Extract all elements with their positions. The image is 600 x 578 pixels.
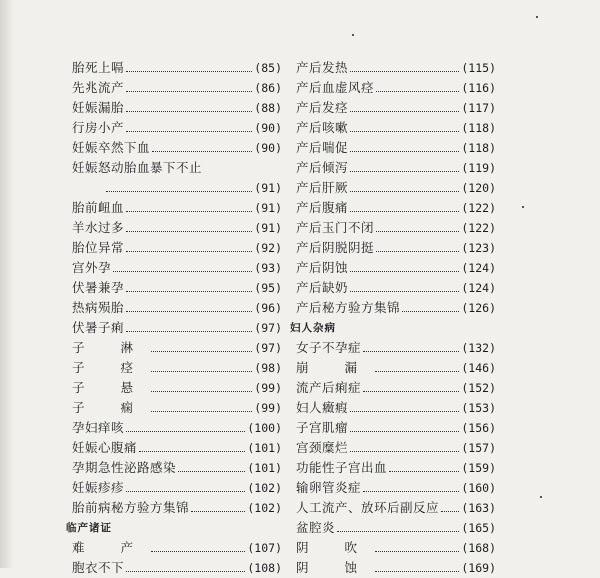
toc-dot-leader [126,111,252,112]
toc-entry [296,358,496,378]
toc-dot-leader [375,371,459,372]
toc-dot-leader [441,511,459,512]
toc-dot-leader [126,331,252,332]
toc-entry [296,538,496,558]
toc-entry-page: (132) [461,341,496,355]
toc-dot-leader [363,491,459,492]
toc-entry [296,418,496,438]
toc-dot-leader [376,91,459,92]
toc-entry [72,398,282,418]
toc-entry-title: 流产后痢症 [296,380,362,395]
toc-dot-leader [376,231,459,232]
toc-entry-title: 产后秘方验方集锦 [296,300,401,315]
toc-entry-title: 妊娠心腹痛 [72,440,138,455]
toc-dot-leader [126,231,252,232]
toc-entry-page: (159) [461,461,496,475]
toc-entry-page: (119) [461,161,496,175]
section-heading-misc-gynecology: 妇人杂病 [290,322,336,334]
toc-entry [296,398,496,418]
toc-entry [296,378,496,398]
toc-entry-title: 胎前病秘方验方集锦 [72,500,190,515]
toc-entry-title: 伏暑兼孕 [72,280,125,295]
toc-entry-title: 热病殒胎 [72,300,125,315]
toc-dot-leader [151,371,252,372]
toc-entry-title: 难 产 [72,540,149,555]
toc-entry-title: 孕妇痒咳 [72,420,125,435]
toc-dot-leader [126,571,245,572]
toc-entry-title: 产后血虚风痉 [296,80,375,95]
toc-entry-page: (91) [254,181,282,195]
toc-dot-leader [350,151,459,152]
toc-dot-leader [402,311,459,312]
toc-entry-page: (91) [254,201,282,215]
toc-entry-page: (92) [254,241,282,255]
toc-entry-title: 妊娠怒动胎血暴下不止 [72,160,203,175]
toc-dot-leader [376,251,459,252]
toc-entry-title: 产后咳嗽 [296,120,349,135]
toc-entry-page: (96) [254,301,282,315]
toc-entry [296,178,496,198]
toc-entry [296,158,496,178]
toc-entry-title: 妇人癥瘕 [296,400,349,415]
toc-dot-leader [152,151,252,152]
section-heading-labor: 临产诸证 [66,522,112,534]
toc-dot-leader [337,531,459,532]
toc-entry-page: (85) [254,61,282,75]
toc-entry-page: (168) [461,541,496,555]
toc-entry-title: 产后肝厥 [296,180,349,195]
toc-entry-page: (157) [461,441,496,455]
toc-dot-leader [350,451,459,452]
toc-right-column [290,58,496,578]
toc-entry [296,298,496,318]
toc-entry-page: (124) [461,261,496,275]
toc-entry-page: (95) [254,281,282,295]
toc-entry [296,458,496,478]
toc-entry [72,358,282,378]
toc-entry [296,518,496,538]
toc-entry-title: 子宫肌瘤 [296,420,349,435]
toc-entry [72,258,282,278]
toc-dot-leader [350,411,459,412]
toc-entry [296,78,496,98]
toc-entry-page: (107) [247,541,282,555]
toc-entry-page: (102) [247,481,282,495]
toc-entry-page: (122) [461,221,496,235]
toc-entry-page: (97) [254,341,282,355]
toc-entry-title: 妊娠疹疹 [72,480,125,495]
toc-entry [296,438,496,458]
toc-entry [296,58,496,78]
toc-entry-page: (146) [461,361,496,375]
toc-entry [72,298,282,318]
toc-entry [72,138,282,158]
toc-entry [72,238,282,258]
toc-entry-page: (99) [254,401,282,415]
toc-entry-page: (99) [254,381,282,395]
toc-entry-page: (116) [461,81,496,95]
toc-entry [72,58,282,78]
toc-entry-page: (122) [461,201,496,215]
scan-speck [352,34,354,36]
toc-entry-title: 子 悬 [72,380,149,395]
toc-dot-leader [126,131,252,132]
toc-entry-title: 产后发热 [296,60,349,75]
toc-entry-title: 妊娠卒然下血 [72,140,151,155]
toc-dot-leader [151,551,245,552]
toc-dot-leader [113,271,252,272]
toc-entry-title: 阴 蚀 [296,560,373,575]
toc-dot-leader [126,91,252,92]
toc-dot-leader [350,211,459,212]
left-entry-list-after-section [72,538,282,578]
toc-entry [72,378,282,398]
toc-entry [72,318,282,338]
scan-speck [536,16,538,18]
toc-entry-page: (88) [254,101,282,115]
toc-left-column [66,58,282,578]
toc-dot-leader [350,291,459,292]
toc-entry-page: (156) [461,421,496,435]
toc-entry-page: (124) [461,281,496,295]
toc-entry [296,558,496,578]
toc-entry-title: 妊娠漏胎 [72,100,125,115]
toc-dot-leader [350,71,459,72]
toc-entry [296,98,496,118]
toc-entry-title: 输卵管炎症 [296,480,362,495]
toc-entry-title: 子 痉 [72,360,149,375]
toc-dot-leader [350,131,459,132]
toc-entry [72,198,282,218]
scan-speck [522,206,524,208]
toc-entry-title: 功能性子宫出血 [296,460,388,475]
toc-entry-page: (160) [461,481,496,495]
toc-entry [72,278,282,298]
toc-entry-title: 崩 漏 [296,360,373,375]
toc-entry-title: 胎死上嗝 [72,60,125,75]
toc-dot-leader [126,211,252,212]
left-entry-list [72,58,282,518]
toc-entry [72,498,282,518]
toc-dot-leader [375,571,459,572]
toc-entry [296,218,496,238]
toc-entry-title: 孕期急性泌路感染 [72,460,177,475]
toc-entry-title: 产后腹痛 [296,200,349,215]
toc-entry-page: (86) [254,81,282,95]
toc-entry-page: (120) [461,181,496,195]
toc-dot-leader [126,71,252,72]
toc-entry [72,178,282,198]
toc-dot-leader [106,191,252,192]
toc-entry [296,138,496,158]
toc-entry-title: 胞衣不下 [72,560,125,575]
toc-dot-leader [363,391,459,392]
toc-dot-leader [350,271,459,272]
toc-entry [72,158,282,178]
toc-entry-page: (169) [461,561,496,575]
toc-dot-leader [126,291,252,292]
toc-entry-page: (91) [254,221,282,235]
toc-entry [296,198,496,218]
toc-entry-title: 羊水过多 [72,220,125,235]
toc-dot-leader [389,471,459,472]
toc-entry [72,438,282,458]
toc-entry-title: 产后玉门不闭 [296,220,375,235]
toc-entry [296,258,496,278]
toc-entry-title: 产后喘促 [296,140,349,155]
toc-dot-leader [363,351,459,352]
toc-entry-title: 宫颈糜烂 [296,440,349,455]
toc-dot-leader [151,351,252,352]
toc-entry-title: 子 淋 [72,340,149,355]
toc-entry-title: 盆腔炎 [296,520,336,535]
toc-entry-title: 产后发痉 [296,100,349,115]
toc-entry-title: 产后缺奶 [296,280,349,295]
toc-entry-title: 胎前衄血 [72,200,125,215]
scan-speck [540,496,542,498]
toc-entry-title: 胎位异常 [72,240,125,255]
toc-entry-title: 先兆流产 [72,80,125,95]
toc-dot-leader [139,451,245,452]
toc-entry-title: 子 痫 [72,400,149,415]
toc-entry [296,278,496,298]
toc-entry [72,218,282,238]
toc-entry-title: 阴 吹 [296,540,373,555]
toc-entry [296,338,496,358]
toc-entry-title: 产后倾泻 [296,160,349,175]
toc-entry-page: (108) [247,561,282,575]
toc-dot-leader [126,251,252,252]
toc-entry-page: (90) [254,141,282,155]
toc-entry-page: (126) [461,301,496,315]
right-entry-list-after-section [296,338,496,578]
toc-entry-title: 宫外孕 [72,260,112,275]
toc-entry-page: (153) [461,401,496,415]
toc-dot-leader [350,431,459,432]
toc-dot-leader [178,471,245,472]
toc-entry-page: (165) [461,521,496,535]
toc-entry-page: (98) [254,361,282,375]
toc-entry [72,78,282,98]
toc-entry [296,478,496,498]
toc-entry [72,118,282,138]
toc-entry [72,558,282,578]
toc-entry-title: 女子不孕症 [296,340,362,355]
toc-entry-page: (101) [247,461,282,475]
page-edge-shadow [0,0,14,568]
toc-entry-page: (163) [461,501,496,515]
toc-entry-page: (93) [254,261,282,275]
toc-entry-page: (123) [461,241,496,255]
toc-entry-page: (118) [461,141,496,155]
toc-entry [296,118,496,138]
toc-entry-page: (102) [247,501,282,515]
right-entry-list [296,58,496,318]
toc-dot-leader [375,551,459,552]
toc-dot-leader [126,431,245,432]
toc-dot-leader [126,491,245,492]
toc-entry-page: (117) [461,101,496,115]
toc-entry [72,478,282,498]
toc-entry [72,458,282,478]
toc-entry-title: 行房小产 [72,120,125,135]
toc-entry [296,238,496,258]
toc-entry-page: (100) [247,421,282,435]
toc-entry-title: 产后阴脱阴挺 [296,240,375,255]
toc-dot-leader [350,191,459,192]
toc-entry [296,498,496,518]
toc-entry-page: (152) [461,381,496,395]
toc-entry-page: (90) [254,121,282,135]
toc-dot-leader [126,311,252,312]
toc-entry-page: (118) [461,121,496,135]
toc-entry-title: 伏暑子痢 [72,320,125,335]
toc-dot-leader [151,391,252,392]
toc-entry-page: (115) [461,61,496,75]
toc-entry-page: (101) [247,441,282,455]
toc-entry [72,98,282,118]
toc-entry [72,418,282,438]
toc-dot-leader [350,111,459,112]
toc-dot-leader [151,411,252,412]
toc-entry-page: (97) [254,321,282,335]
toc-dot-leader [191,511,245,512]
toc-entry [72,538,282,558]
toc-dot-leader [350,171,459,172]
toc-entry-title: 产后阴蚀 [296,260,349,275]
toc-entry-title: 人工流产、放环后副反应 [296,500,440,515]
toc-entry [72,338,282,358]
